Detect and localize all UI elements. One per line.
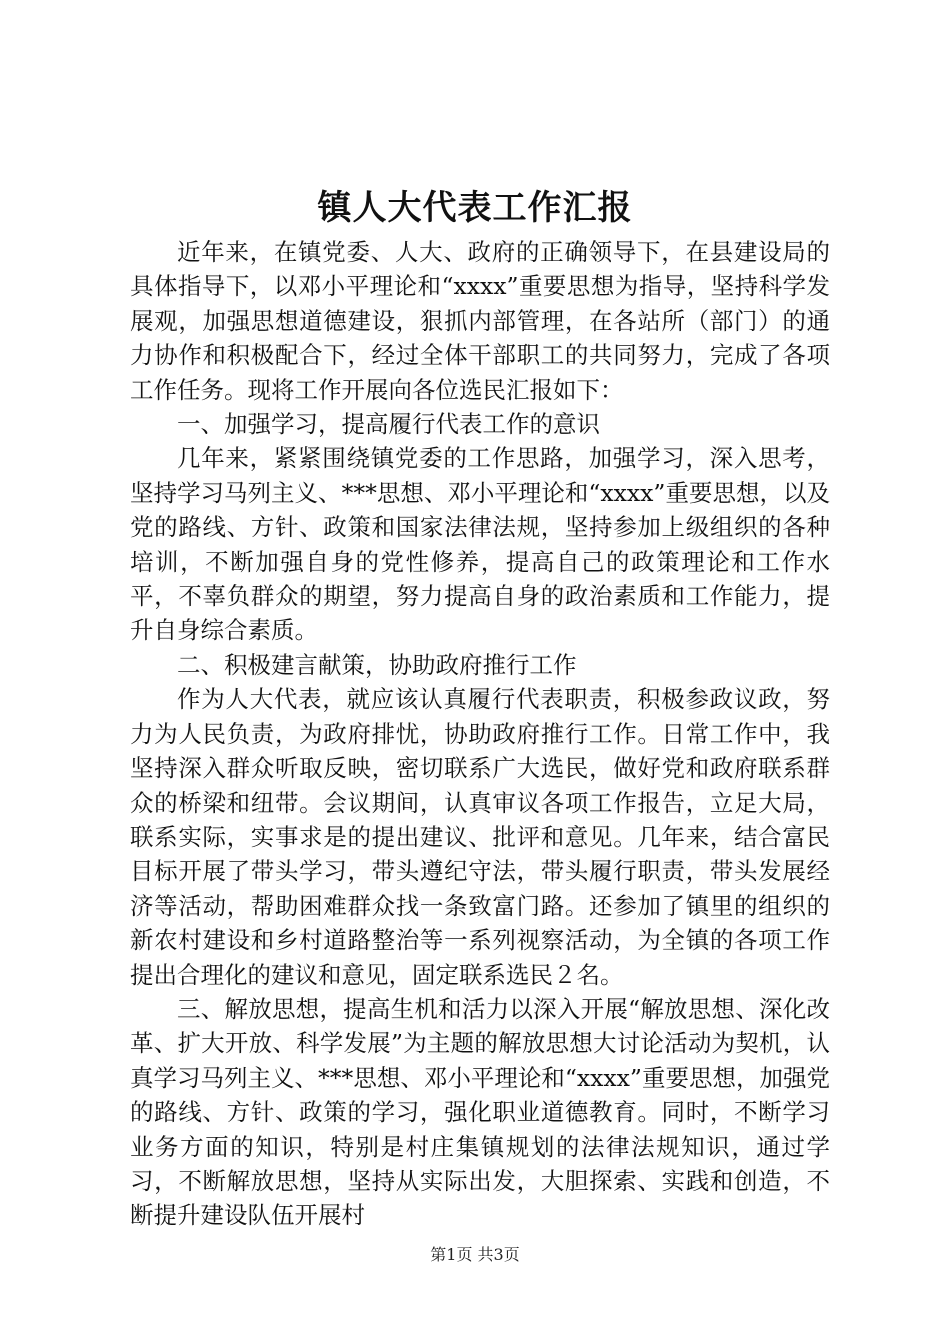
section-2-paragraph: 作为人大代表，就应该认真履行代表职责，积极参政议政，努力为人民负责，为政府排忧，协助政府推行工作。日常工作中，我坚持深入群众听取反映，密切联系广大选民，做好党和政府联系群众的桥梁和纽带。会议期间，认真审议各项工作报告，立足大局，联系实际，实事求是的提出建议、批评和意见。几年来，结合富民目标开展了带头学习，带头遵纪守法，带头履行职责，带头发展经济等活动，帮助困难群众找一条致富门路。还参加了镇里的组织的新农村建设和乡村道路整治等一系列视察活动，为全镇的各项工作提出合理化的建议和意见，固定联系选民２名。 <box>130 685 830 989</box>
document-title: 镇人大代表工作汇报 <box>317 188 633 228</box>
section-2-heading: 二、积极建言献策，协助政府推行工作 <box>177 650 577 679</box>
section-3-paragraph: 三、解放思想，提高生机和活力以深入开展“解放思想、深化改革、扩大开放、科学发展”为主题的解放思想大讨论活动为契机，认真学习马列主义、***思想、邓小平理论和“xxxx”重要思想，加强党的路线、方针、政策的学习，强化职业道德教育。同时，不断学习业务方面的知识，特别是村庄集镇规划的法律法规知识，通过学习，不断解放思想，坚持从实际出发，大胆探索、实践和创造，不断提升建设队伍开展村 <box>130 994 830 1230</box>
intro-paragraph: 近年来，在镇党委、人大、政府的正确领导下，在县建设局的具体指导下，以邓小平理论和“xxxx”重要思想为指导，坚持科学发展观，加强思想道德建设，狠抓内部管理，在各站所（部门）的通力协作和积极配合下，经过全体干部职工的共同努力，完成了各项工作任务。现将工作开展向各位选民汇报如下： <box>130 238 830 404</box>
section-1-paragraph: 几年来，紧紧围绕镇党委的工作思路，加强学习，深入思考，坚持学习马列主义、***思想、邓小平理论和“xxxx”重要思想，以及党的路线、方针、政策和国家法律法规，坚持参加上级组织的各种培训，不断加强自身的党性修养，提高自己的政策理论和工作水平，不辜负群众的期望，努力提高自身的政治素质和工作能力，提升自身综合素质。 <box>130 444 830 645</box>
page-footer: 第1页 共3页 <box>430 1245 520 1264</box>
section-1-heading: 一、加强学习，提高履行代表工作的意识 <box>177 410 600 439</box>
document-body <box>130 235 830 1233</box>
